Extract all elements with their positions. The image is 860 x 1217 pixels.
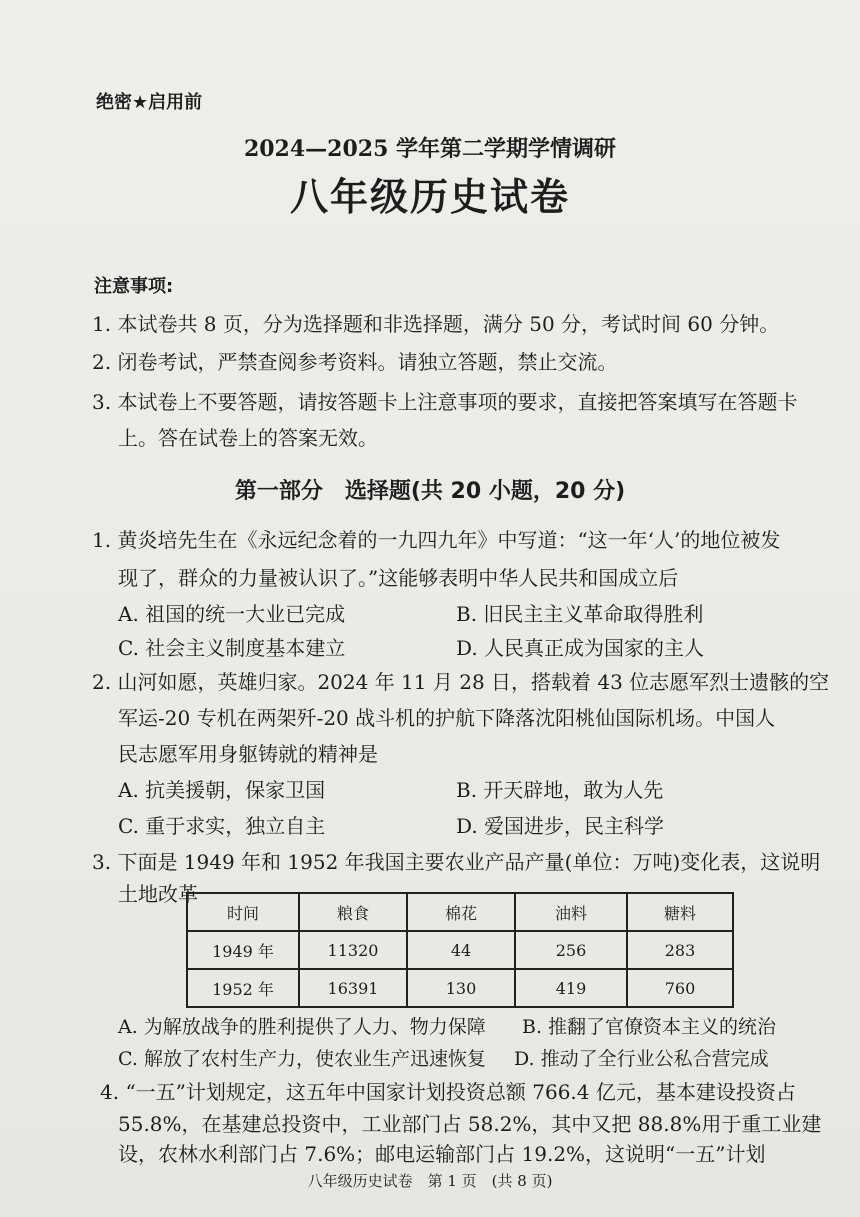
option-d: D. 爱国进步，民主科学 [456, 814, 665, 838]
table-row [187, 969, 733, 1007]
question-line: 军运-20 专机在两架歼-20 战斗机的护航下降落沈阳桃仙国际机场。中国人 [118, 706, 776, 730]
section-title: 第一部分 选择题(共 20 小题，20 分) [234, 479, 626, 504]
table-cell: 11320 [299, 931, 407, 969]
page-footer: 八年级历史试卷 第 1 页 (共 8 页) [307, 1172, 553, 1190]
question-line: 2. 山河如愿，英雄归家。2024 年 11 月 28 日，搭载着 43 位志愿军烈士遗骸的空 [92, 670, 830, 694]
table-cell: 419 [515, 969, 627, 1007]
question-line: 55.8%，在基建总投资中，工业部门占 58.2%，其中又把 88.8%用于重工业建 [118, 1112, 822, 1136]
option-d: D. 推动了全行业公私合营完成 [514, 1048, 769, 1070]
option-b: B. 开天辟地，敢为人先 [456, 778, 664, 802]
table-cell: 44 [407, 931, 515, 969]
table-header-cell: 糖料 [627, 893, 733, 931]
table-row [187, 931, 733, 969]
table-header-cell: 油料 [515, 893, 627, 931]
option-c: C. 解放了农村生产力，使农业生产迅速恢复 [118, 1048, 486, 1070]
exam-subtitle: 2024—2025 学年第二学期学情调研 [243, 136, 617, 162]
table-cell: 256 [515, 931, 627, 969]
table-cell: 760 [627, 969, 733, 1007]
table-header-cell: 时间 [187, 893, 299, 931]
option-a: A. 为解放战争的胜利提供了人力、物力保障 [118, 1016, 486, 1038]
question-line: 1. 黄炎培先生在《永远纪念着的一九四九年》中写道：“这一年‘人’的地位被发 [92, 528, 781, 552]
option-a: A. 祖国的统一大业已完成 [118, 602, 346, 626]
question-line: 设，农林水利部门占 7.6%；邮电运输部门占 19.2%，这说明“一五”计划 [118, 1142, 766, 1166]
notice-item: 3. 本试卷上不要答题，请按答题卡上注意事项的要求，直接把答案填写在答题卡 [92, 390, 798, 414]
option-c: C. 重于求实，独立自主 [118, 814, 326, 838]
notice-heading: 注意事项: [94, 276, 174, 297]
table-cell: 1949 年 [187, 931, 299, 969]
table-cell: 1952 年 [187, 969, 299, 1007]
notice-item: 1. 本试卷共 8 页，分为选择题和非选择题，满分 50 分，考试时间 60 分钟。 [92, 312, 780, 336]
confidential-mark: 绝密★启用前 [96, 92, 203, 113]
table-cell: 130 [407, 969, 515, 1007]
table-cell: 283 [627, 931, 733, 969]
question-line: 现了，群众的力量被认识了。”这能够表明中华人民共和国成立后 [118, 566, 679, 590]
exam-title: 八年级历史试卷 [289, 175, 570, 219]
production-table [186, 892, 734, 1008]
question-line: 民志愿军用身躯铸就的精神是 [118, 742, 378, 766]
table-header-row [187, 893, 733, 931]
option-b: B. 旧民主主义革命取得胜利 [456, 602, 704, 626]
question-line: 4. “一五”计划规定，这五年中国家计划投资总额 766.4 亿元，基本建设投资占 [100, 1080, 796, 1104]
notice-item: 2. 闭卷考试，严禁查阅参考资料。请独立答题，禁止交流。 [92, 350, 618, 374]
table-header-cell: 粮食 [299, 893, 407, 931]
option-c: C. 社会主义制度基本建立 [118, 636, 346, 660]
option-a: A. 抗美援朝，保家卫国 [118, 778, 326, 802]
option-b: B. 推翻了官僚资本主义的统治 [522, 1016, 777, 1038]
table-header-cell: 棉花 [407, 893, 515, 931]
question-line: 3. 下面是 1949 年和 1952 年我国主要农业产品产量(单位：万吨)变化表，这说明 [92, 850, 821, 874]
option-d: D. 人民真正成为国家的主人 [456, 636, 705, 660]
table-cell: 16391 [299, 969, 407, 1007]
notice-item: 上。答在试卷上的答案无效。 [118, 426, 378, 450]
question-line: 土地改革 [118, 882, 198, 906]
